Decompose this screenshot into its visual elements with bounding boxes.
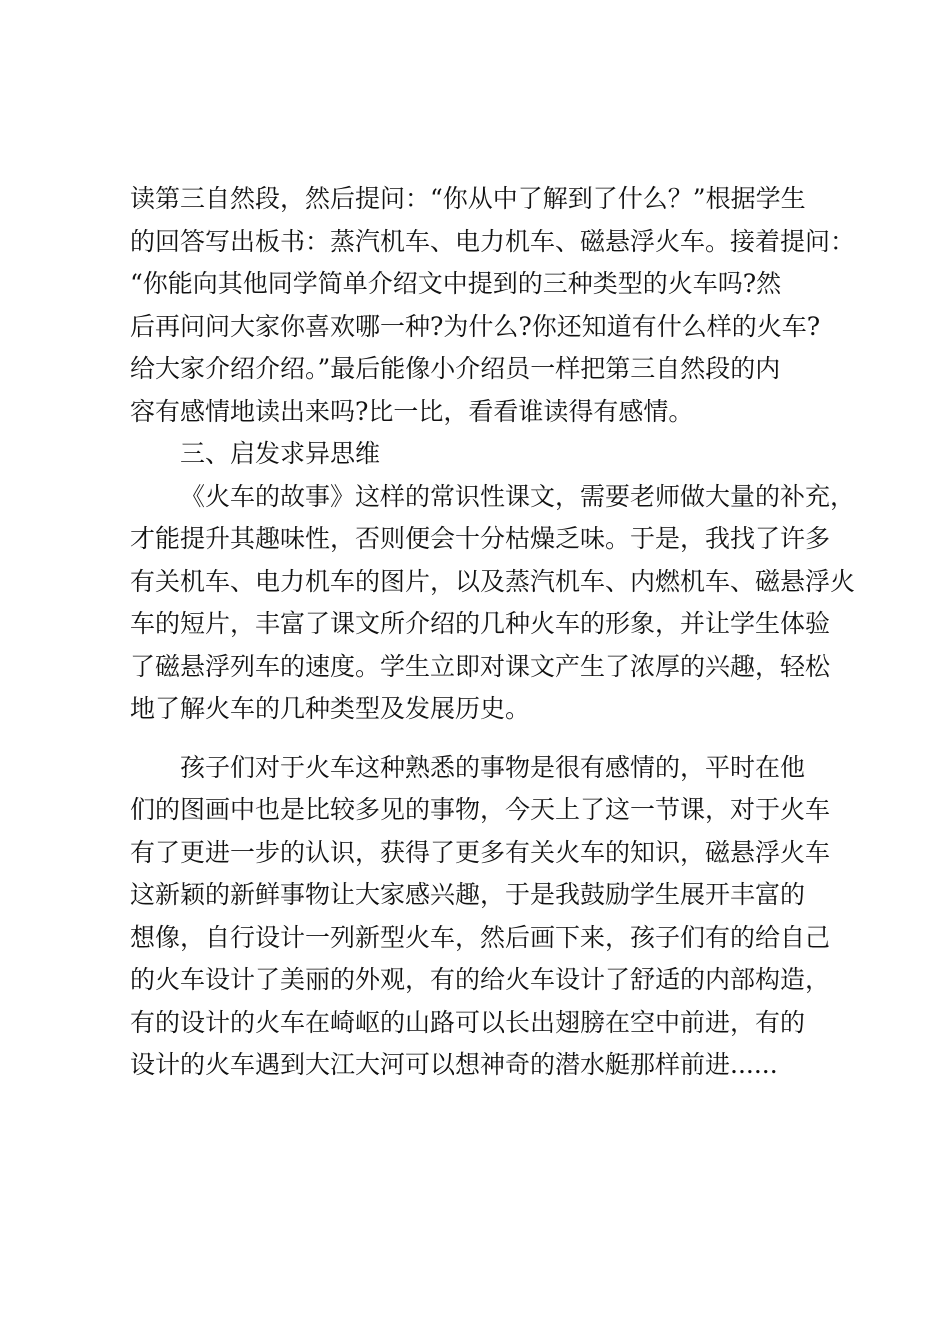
text-line: 想像，自行设计一列新型火车，然后画下来，孩子们有的给自己 (130, 922, 831, 952)
text-line: 容有感情地读出来吗?比一比，看看谁读得有感情。 (130, 396, 694, 426)
text-line: 设计的火车遇到大江大河可以想神奇的潜水艇那样前进...... (130, 1050, 778, 1079)
text-line: 地了解火车的几种类型及发展历史。 (130, 694, 531, 723)
text-line: 《火车的故事》这样的常识性课文，需要老师做大量的补充， (180, 481, 856, 511)
text-line: 了磁悬浮列车的速度。学生立即对课文产生了浓厚的兴趣，轻松 (130, 651, 831, 681)
text-line: 的火车设计了美丽的外观，有的给火车设计了舒适的内部构造， (130, 965, 831, 994)
text-line: 车的短片，丰富了课文所介绍的几种火车的形象，并让学生体验 (130, 609, 831, 638)
section-heading (130, 433, 826, 476)
text-line: 后再问问大家你喜欢哪一种?为什么?你还知道有什么样的火车? (130, 311, 821, 341)
text-line: 有了更进一步的认识，获得了更多有关火车的知识，磁悬浮火车 (130, 837, 831, 867)
body-text (130, 178, 856, 1087)
text-line: 孩子们对于火车这种熟悉的事物是很有感情的，平时在他 (180, 752, 806, 782)
text-line: 给大家介绍介绍。”最后能像小介绍员一样把第三自然段的内 (130, 354, 781, 383)
text-line: 才能提升其趣味性，否则便会十分枯燥乏味。于是，我找了许多 (130, 524, 831, 553)
paragraph-imagination (130, 747, 831, 1087)
heading-text: 三、启发求异思维 (180, 439, 381, 468)
text-line: 有关机车、电力机车的图片，以及蒸汽机车、内燃机车、磁悬浮火 (130, 566, 856, 596)
text-line: 读第三自然段，然后提问：“你从中了解到了什么？”根据学生 (130, 184, 806, 213)
text-line: “你能向其他同学简单介绍文中提到的三种类型的火车吗?然 (130, 269, 782, 298)
text-line: 的回答写出板书：蒸汽机车、电力机车、磁悬浮火车。接着提问： (130, 226, 856, 256)
paragraph-reading-task (130, 178, 856, 433)
text-line: 们的图画中也是比较多见的事物，今天上了这一节课，对于火车 (130, 795, 831, 824)
text-line: 这新颖的新鲜事物让大家感兴趣，于是我鼓励学生展开丰富的 (130, 880, 806, 909)
text-line: 有的设计的火车在崎岖的山路可以长出翅膀在空中前进，有的 (130, 1007, 806, 1037)
paragraph-supplement (130, 476, 856, 731)
